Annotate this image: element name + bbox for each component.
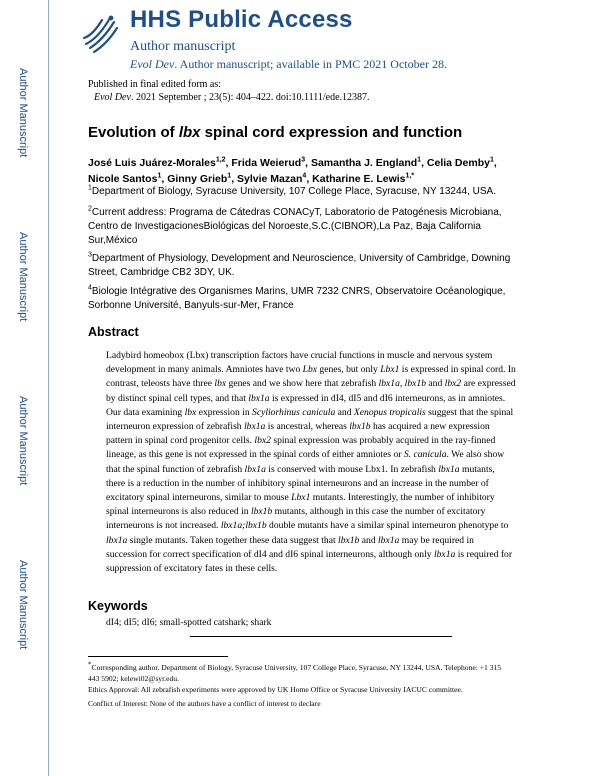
journal-name: Evol Dev	[130, 57, 175, 71]
abstract-text: and	[426, 378, 445, 390]
abstract-italic-term: Xenopus tropicalis	[353, 406, 426, 418]
citation-journal: Evol Dev	[94, 92, 131, 103]
affiliation-3	[88, 252, 513, 280]
abstract-italic-term: lbx1a	[378, 534, 400, 546]
abstract-text: is expressed in spinal cord. In contrast, teleosts have three	[106, 364, 516, 390]
author-affiliation-marker: 1	[227, 172, 232, 180]
author-name: Samantha J. England	[310, 157, 418, 169]
abstract-text: single mutants. Taken together these data suggest that	[127, 534, 339, 546]
section-rule	[190, 636, 452, 637]
abstract-text: genes, but only	[317, 364, 381, 376]
author-affiliation-marker: 1	[157, 172, 162, 180]
journal-availability	[130, 57, 447, 72]
affiliation-text: Department of Biology, Syracuse University, 107 College Place, Syracuse, NY 13244, USA.	[91, 186, 496, 197]
sidebar-divider	[48, 0, 49, 776]
corresponding-author-text: Corresponding author. Department of Biology, Syracuse University, 107 College Place, Syracuse, NY 13244, USA. Telephone: +1 315 443 5902; kelewi02@syr.edu.	[88, 663, 502, 683]
title-text-end: spinal cord expression and function	[200, 124, 463, 141]
abstract-italic-term: lbx	[214, 378, 227, 390]
author-name: Katharine E. Lewis	[312, 173, 406, 185]
author-name: Celia Demby	[426, 157, 490, 169]
affiliation-marker: 4	[88, 284, 92, 292]
footnote-rule	[88, 656, 228, 657]
author-affiliation-marker: 3	[301, 156, 306, 164]
sidebar-label: Author Manuscript	[17, 232, 29, 322]
affiliation-marker: 3	[88, 251, 92, 259]
affiliation-marker: 1	[88, 184, 92, 192]
abstract-text: is required for suppression of excitatory fates in these cells.	[106, 548, 513, 575]
abstract-italic-term: Lbx	[302, 364, 318, 376]
abstract-text: expression in	[196, 406, 253, 418]
abstract-text: suggest that the spinal interneuron expression of zebrafish	[106, 406, 514, 433]
abstract-italic-term: lbx1b	[404, 378, 426, 390]
abstract-heading: Abstract	[88, 325, 139, 339]
author-affiliation-marker: 1	[489, 156, 494, 164]
abstract-text: are expressed by distinct spinal cell types, and that	[106, 378, 516, 404]
abstract-text: spinal expression was probably acquired in the ray-finned lineage, as this gene is not expressed in the spinal cords of either amniotes or	[106, 435, 496, 461]
abstract-italic-term: lbx1a	[244, 463, 266, 475]
abstract-italic-term: lbx1b	[349, 421, 371, 433]
abstract-text: and	[359, 534, 379, 546]
abstract-text: double mutants have a similar spinal interneuron phenotype to	[266, 520, 509, 532]
keywords-heading: Keywords	[88, 599, 148, 613]
abstract-italic-term: lbx1a	[106, 534, 128, 546]
abstract-italic-term: Lbx1	[291, 492, 311, 504]
abstract-italic-term: lbx1a	[248, 392, 270, 404]
abstract-italic-term: Scyliorhinus canicula	[252, 406, 336, 418]
author-affiliation-marker: 4	[302, 172, 307, 180]
author-affiliation-marker: 1,*	[405, 172, 415, 180]
author-name: Nicole Santos	[88, 173, 158, 185]
author-name: Sylvie Mazan	[237, 173, 303, 185]
abstract-text: has acquired a new expression pattern in spinal cord progenitor cells.	[106, 421, 490, 447]
affiliation-4	[88, 285, 513, 313]
abstract-text: is ancestral, whereas	[265, 421, 350, 433]
author-list: José Luis Juárez-Morales$^{1,2}$, Frida Weierud$^3$, Samantha J. England$^1$, Celia Demby$^1$, Nicole Santos$^1$, Ginny Grieb$^1$, Sylvie Mazan$^4$, Katharine E. Lewis$^{1,*}$	[88, 156, 497, 185]
left-sidebar	[0, 0, 44, 776]
abstract-italic-term: S. canicula	[403, 449, 447, 461]
author-name: Frida Weierud	[231, 157, 302, 169]
abstract-italic-term: lbx1a	[433, 548, 456, 560]
abstract-text: Ladybird homeobox (Lbx) transcription factors have crucial functions in muscle and nervous system development in many animals. Amniotes have two	[106, 350, 493, 376]
abstract-body	[106, 349, 516, 576]
sidebar-label: Author Manuscript	[17, 396, 29, 486]
abstract-italic-term: lbx2	[254, 435, 271, 447]
hhs-title: HHS Public Access	[130, 6, 353, 33]
corresponding-author-note	[88, 662, 513, 684]
manuscript-type: Author manuscript	[130, 39, 236, 54]
affiliation-2	[88, 206, 513, 248]
author-affiliation-marker: 1	[417, 156, 422, 164]
abstract-text: . We also show that the spinal function of zebrafish	[106, 449, 505, 475]
title-gene: lbx	[178, 124, 201, 141]
abstract-text: mutants, there is a reduction in the number of inhibitory spinal interneurons and an increase in the number of excitatory spinal interneurons, similar to mouse	[106, 463, 495, 504]
hhs-eagle-logo	[80, 10, 120, 56]
abstract-italic-term: Lbx1	[380, 364, 400, 376]
abstract-text: may be required in succession for correct specification of dI4 and dI6 spinal interneurons, although only	[106, 534, 474, 560]
abstract-italic-term: lbx1b	[338, 534, 360, 546]
abstract-italic-term: lbx1a;lbx1b	[220, 520, 267, 532]
abstract-text: is expressed in dI4, dI5 and dI6 interneurons, as in amniotes. Our data examining	[106, 392, 506, 418]
affiliation-text: Current address: Programa de Cátedras CONACyT, Laboratorio de Patogénesis Microbiana, Centro de InvestigacionesBiológicas del Noroeste,S.C.(CIBNOR),La Paz, Baja California Sur,México	[88, 207, 502, 246]
published-label: Published in final edited form as:	[88, 79, 222, 90]
abstract-italic-term: lbx1a	[244, 421, 266, 433]
publication-info	[88, 78, 370, 104]
abstract-italic-term: lbx	[184, 406, 197, 418]
abstract-italic-term: lbx2	[444, 378, 462, 390]
sidebar-label: Author Manuscript	[17, 68, 29, 158]
title-text: Evolution of	[88, 124, 179, 141]
abstract-text: and	[335, 406, 354, 418]
abstract-text: genes and we show here that zebrafish	[226, 378, 379, 390]
article-title	[88, 124, 462, 141]
abstract-text: is conserved with mouse Lbx1. In zebrafish	[265, 463, 439, 475]
affiliation-text: Department of Physiology, Development and Neuroscience, University of Cambridge, Downing Street, Cambridge CB2 3DY, UK.	[88, 253, 511, 278]
conflict-note: Conflict of Interest: None of the authors have a conflict of interest to declare	[88, 699, 321, 708]
author-name: José Luis Juárez-Morales	[88, 157, 216, 169]
sidebar-label: Author Manuscript	[17, 560, 29, 650]
abstract-italic-term: lbx1a	[438, 463, 460, 475]
affiliation-1	[88, 185, 513, 199]
ethics-note: Ethics Approval: All zebrafish experiments were approved by UK Home Office or Syracuse University IACUC committee.	[88, 685, 463, 694]
citation	[88, 91, 370, 104]
abstract-text: mutants, although in this case the number of excitatory interneurons is not increased.	[106, 506, 486, 532]
abstract-italic-term: lbx1a,	[378, 378, 403, 390]
author-name: Ginny Grieb	[167, 173, 228, 185]
availability-text: . Author manuscript; available in PMC 2021 October 28.	[174, 57, 447, 71]
author-affiliation-marker: 1,2	[215, 156, 226, 164]
abstract-text: mutants. Interestingly, the number of inhibitory spinal interneurons is also reduced in	[106, 492, 495, 518]
affiliation-marker: 2	[88, 205, 92, 213]
keywords-list: dI4; dI5; dI6; small-spotted catshark; shark	[106, 617, 272, 628]
abstract-italic-term: lbx1b	[250, 506, 273, 518]
affiliation-text: Biologie Intégrative des Organismes Marins, UMR 7232 CNRS, Observatoire Océanologique, Sorbonne Université, Banyuls-sur-Mer, France	[88, 286, 506, 311]
footnote-marker: *	[88, 660, 92, 669]
citation-details: . 2021 September ; 23(5): 404–422. doi:10.1111/ede.12387.	[130, 92, 370, 103]
